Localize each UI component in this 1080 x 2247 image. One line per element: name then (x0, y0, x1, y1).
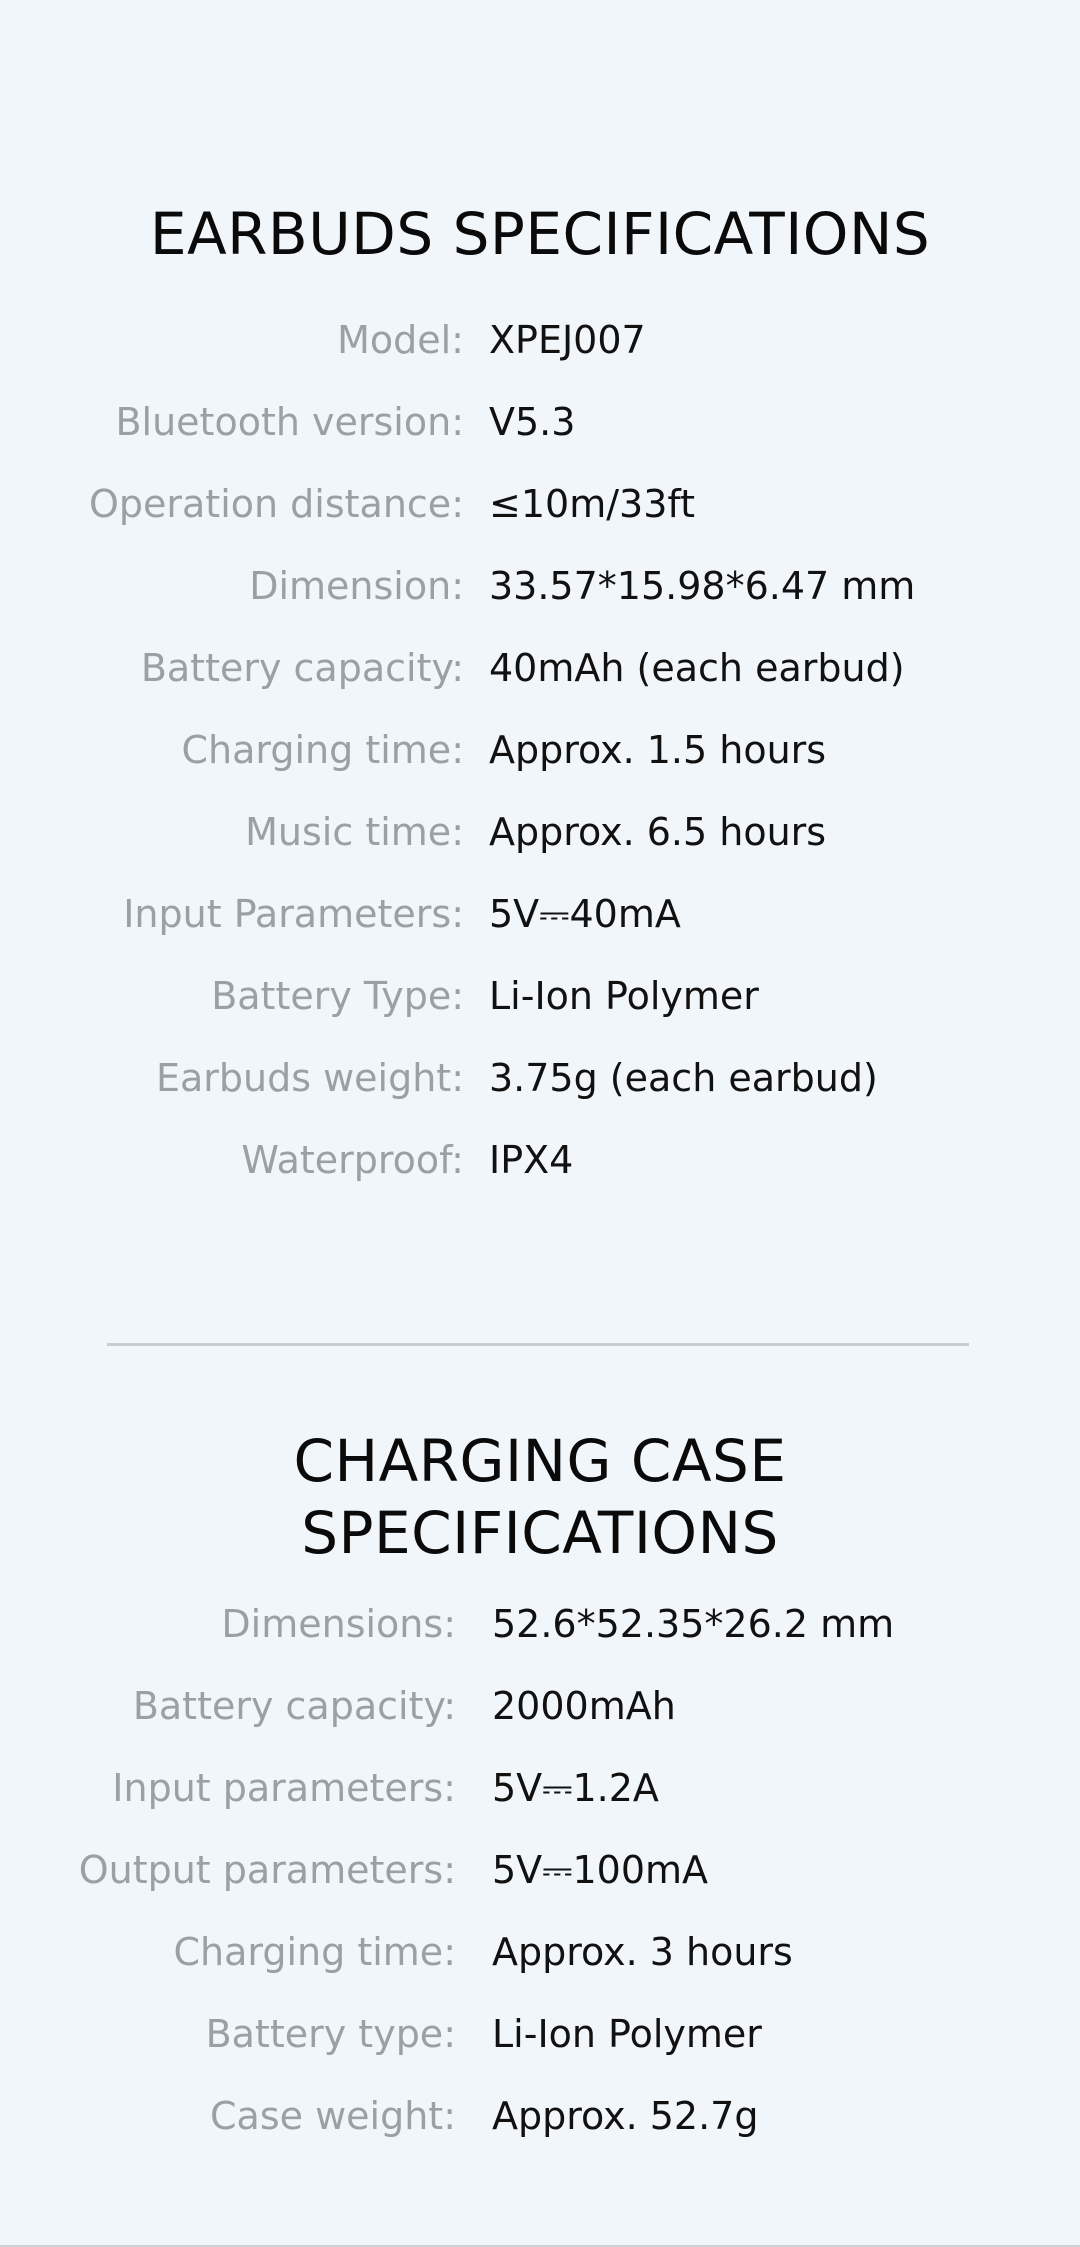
spec-row-charging-time (0, 722, 1080, 804)
spec-label: Charging time: (181, 728, 464, 772)
spec-value: Approx. 1.5 hours (489, 728, 827, 772)
spec-label: Input Parameters: (123, 892, 464, 936)
spec-row-bluetooth-version (0, 394, 1080, 476)
spec-label: Earbuds weight: (155, 1056, 464, 1100)
spec-row-battery-type (0, 968, 1080, 1050)
spec-value: V5.3 (489, 400, 576, 444)
spec-value: 40mAh (each earbud) (489, 646, 905, 690)
spec-label: Bluetooth version: (115, 400, 464, 444)
spec-label: Battery capacity: (132, 1684, 456, 1728)
title-line-1: CHARGING CASE (293, 1427, 787, 1495)
spec-value: 33.57*15.98*6.47 mm (489, 564, 916, 608)
spec-label: Battery Type: (211, 974, 464, 1018)
spec-label: Model: (337, 318, 464, 362)
charging-case-specifications-title (0, 1425, 1080, 1569)
spec-row-waterproof (0, 1132, 1080, 1214)
spec-label: Case weight: (210, 2094, 456, 2138)
earbuds-spec-list (0, 312, 1080, 1214)
spec-label: Waterproof: (241, 1138, 464, 1182)
spec-value: 5V⎓100mA (492, 1848, 709, 1892)
spec-label: Operation distance: (88, 482, 464, 526)
spec-row-model (0, 312, 1080, 394)
spec-row-case-weight (0, 2088, 1080, 2170)
spec-row-operation-distance (0, 476, 1080, 558)
spec-value: IPX4 (489, 1138, 574, 1182)
spec-row-battery-type (0, 2006, 1080, 2088)
spec-label: Output parameters: (78, 1848, 456, 1892)
spec-value: 5V⎓40mA (489, 892, 681, 936)
spec-row-dimension (0, 558, 1080, 640)
spec-value: 5V⎓1.2A (492, 1766, 659, 1810)
spec-row-earbuds-weight (0, 1050, 1080, 1132)
spec-value: Li-Ion Polymer (489, 974, 759, 1018)
spec-value: Approx. 52.7g (492, 2094, 759, 2138)
spec-value: 3.75g (each earbud) (489, 1056, 878, 1100)
spec-label: Charging time: (173, 1930, 456, 1974)
spec-label: Music time: (245, 810, 464, 854)
charging-case-spec-list (0, 1596, 1080, 2170)
spec-label: Dimensions: (221, 1602, 456, 1646)
spec-row-input-parameters (0, 886, 1080, 968)
earbuds-specifications-title: EARBUDS SPECIFICATIONS (149, 200, 931, 268)
spec-label: Battery capacity: (140, 646, 464, 690)
spec-value: Approx. 3 hours (492, 1930, 793, 1974)
spec-row-battery-capacity (0, 640, 1080, 722)
spec-value: 52.6*52.35*26.2 mm (492, 1602, 895, 1646)
spec-row-charging-time (0, 1924, 1080, 2006)
spec-label: Dimension: (249, 564, 464, 608)
spec-value: XPEJ007 (489, 318, 646, 362)
spec-label: Battery type: (205, 2012, 456, 2056)
spec-row-dimensions (0, 1596, 1080, 1678)
spec-value: ≤10m/33ft (489, 482, 695, 526)
spec-label: Input parameters: (112, 1766, 456, 1810)
section-divider (107, 1343, 969, 1346)
spec-row-music-time (0, 804, 1080, 886)
spec-value: 2000mAh (492, 1684, 676, 1728)
spec-row-battery-capacity (0, 1678, 1080, 1760)
spec-value: Li-Ion Polymer (492, 2012, 762, 2056)
spec-value: Approx. 6.5 hours (489, 810, 827, 854)
spec-row-output-parameters (0, 1842, 1080, 1924)
title-line-2: SPECIFICATIONS (301, 1499, 779, 1567)
spec-row-input-parameters (0, 1760, 1080, 1842)
